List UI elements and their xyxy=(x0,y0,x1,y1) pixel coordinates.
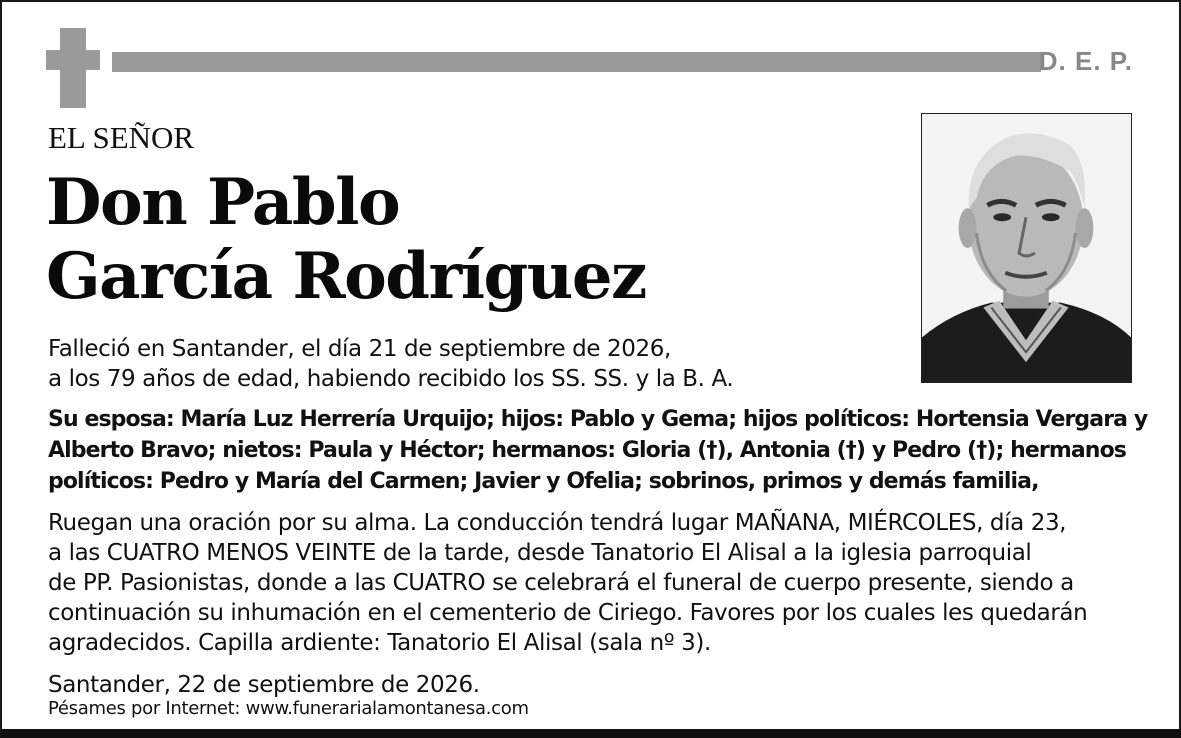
family-line-3: políticos: Pedro y María del Carmen; Javier y Ofelia; sobrinos, primos y demás familia, xyxy=(48,469,1039,494)
service-line-5: agradecidos. Capilla ardiente: Tanatorio El Alisal (sala nº 3). xyxy=(48,630,711,656)
death-notice-line-2: a los 79 años de edad, habiendo recibido los SS. SS. y la B. A. xyxy=(48,366,734,392)
family-line-1: Su esposa: María Luz Herrería Urquijo; hijos: Pablo y Gema; hijos políticos: Hortensia Vergara y xyxy=(48,407,1148,432)
header-rule xyxy=(112,52,1041,72)
web-condolences: Pésames por Internet: www.funerarialamontanesa.com xyxy=(48,698,529,719)
name-line-2: García Rodríguez xyxy=(46,239,646,314)
portrait-photo xyxy=(921,113,1132,383)
death-notice xyxy=(48,334,733,394)
death-notice-line-1: Falleció en Santander, el día 21 de septiembre de 2026, xyxy=(48,336,671,362)
family-line-2: Alberto Bravo; nietos: Paula y Héctor; hermanos: Gloria (†), Antonia (†) y Pedro (†); hermanos xyxy=(48,438,1126,463)
place-date: Santander, 22 de septiembre de 2026. xyxy=(48,672,480,698)
service-line-4: continuación su inhumación en el cementerio de Ciriego. Favores por los cuales les quedarán xyxy=(48,600,1088,626)
service-details xyxy=(48,508,1087,658)
dep-label: D. E. P. xyxy=(1038,46,1133,76)
name-line-1: Don Pablo xyxy=(46,165,400,240)
family-list xyxy=(48,404,1147,497)
service-line-3: de PP. Pasionistas, donde a las CUATRO se celebrará el funeral de cuerpo presente, siendo a xyxy=(48,570,1074,596)
honorific: EL SEÑOR xyxy=(48,120,195,155)
service-line-2: a las CUATRO MENOS VEINTE de la tarde, desde Tanatorio El Alisal a la iglesia parroquial xyxy=(48,540,1032,566)
service-line-1: Ruegan una oración por su alma. La conducción tendrá lugar MAÑANA, MIÉRCOLES, día 23, xyxy=(48,510,1067,536)
bottom-rule xyxy=(0,729,1181,738)
deceased-name xyxy=(46,166,646,314)
